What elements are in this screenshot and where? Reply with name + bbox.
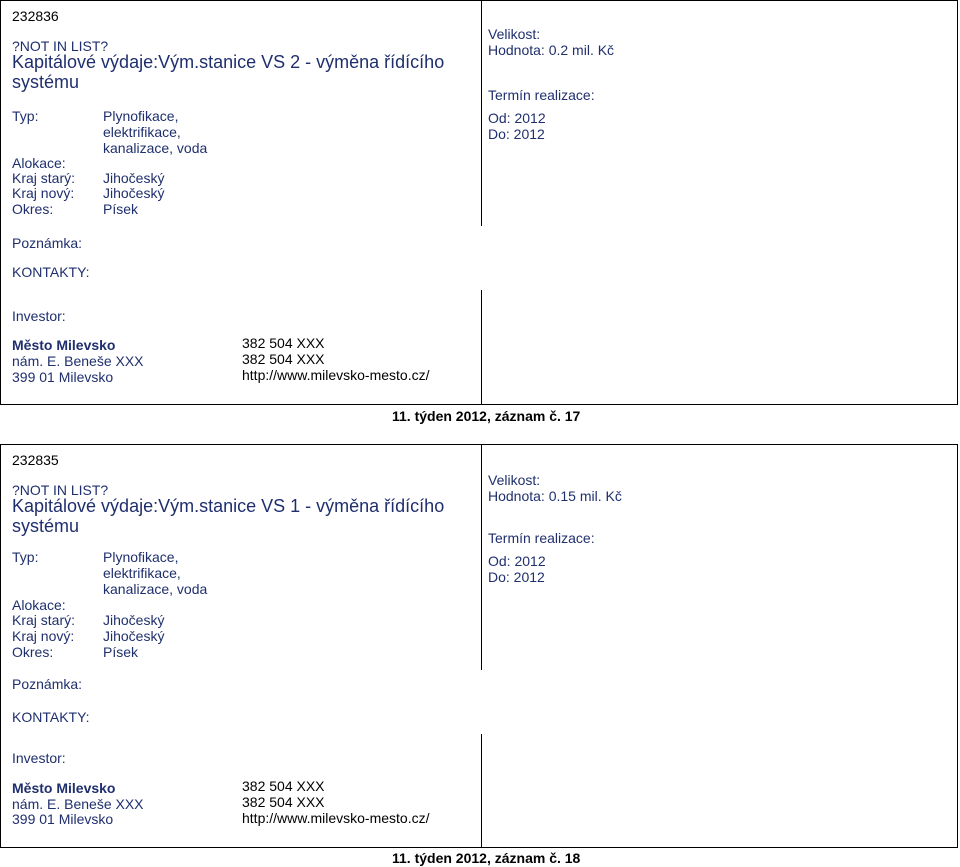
okres-value: Písek bbox=[103, 644, 139, 660]
investor-web-link[interactable]: http://www.milevsko-mesto.cz/ bbox=[242, 810, 430, 826]
label-kraj-novy: Kraj nový: bbox=[12, 185, 75, 201]
velikost-label: Velikost: bbox=[488, 472, 541, 488]
investor-label: Investor: bbox=[12, 308, 66, 324]
typ-value-3: kanalizace, voda bbox=[103, 140, 208, 156]
okres-value: Písek bbox=[103, 201, 139, 217]
investor-phone-1: 382 504 XXX bbox=[242, 778, 325, 794]
termin-label: Termín realizace: bbox=[488, 87, 595, 103]
poznamka-label: Poznámka: bbox=[12, 235, 83, 251]
record-status: ?NOT IN LIST? bbox=[12, 38, 109, 54]
label-okres: Okres: bbox=[12, 644, 54, 660]
record-title-line2: systému bbox=[12, 516, 80, 536]
kontakty-label: KONTAKTY: bbox=[12, 264, 90, 280]
kraj-stary-value: Jihočeský bbox=[103, 612, 165, 628]
record-title-line2: systému bbox=[12, 72, 80, 92]
hodnota-value: Hodnota: 0.2 mil. Kč bbox=[488, 42, 615, 58]
label-kraj-stary: Kraj starý: bbox=[12, 612, 76, 628]
kraj-novy-value: Jihočeský bbox=[103, 628, 165, 644]
kontakty-label: KONTAKTY: bbox=[12, 709, 90, 725]
column-divider bbox=[481, 444, 482, 670]
kraj-novy-value: Jihočeský bbox=[103, 185, 165, 201]
record-id: 232836 bbox=[12, 8, 59, 24]
investor-web-link[interactable]: http://www.milevsko-mesto.cz/ bbox=[242, 367, 430, 383]
contact-divider bbox=[481, 290, 482, 405]
do-value: Do: 2012 bbox=[488, 126, 545, 142]
contact-divider bbox=[481, 734, 482, 848]
label-typ: Typ: bbox=[12, 549, 39, 565]
typ-value-3: kanalizace, voda bbox=[103, 581, 208, 597]
record-title-line1: Kapitálové výdaje:Vým.stanice VS 1 - výměna řídícího bbox=[12, 496, 445, 516]
od-value: Od: 2012 bbox=[488, 110, 546, 126]
investor-label: Investor: bbox=[12, 750, 66, 766]
investor-phone-1: 382 504 XXX bbox=[242, 335, 325, 351]
velikost-label: Velikost: bbox=[488, 26, 541, 42]
label-typ: Typ: bbox=[12, 108, 39, 124]
label-kraj-stary: Kraj starý: bbox=[12, 170, 76, 186]
hodnota-value: Hodnota: 0.15 mil. Kč bbox=[488, 488, 622, 504]
investor-city: 399 01 Milevsko bbox=[12, 369, 114, 385]
label-alokace: Alokace: bbox=[12, 155, 66, 171]
typ-value-1: Plynofikace, bbox=[103, 549, 179, 565]
investor-city: 399 01 Milevsko bbox=[12, 811, 114, 827]
od-value: Od: 2012 bbox=[488, 553, 546, 569]
investor-street: nám. E. Beneše XXX bbox=[12, 353, 144, 369]
kraj-stary-value: Jihočeský bbox=[103, 170, 165, 186]
record-id: 232835 bbox=[12, 452, 59, 468]
investor-street: nám. E. Beneše XXX bbox=[12, 796, 144, 812]
record-title-line1: Kapitálové výdaje:Vým.stanice VS 2 - výměna řídícího bbox=[12, 52, 445, 72]
record-footer: 11. týden 2012, záznam č. 18 bbox=[392, 850, 581, 866]
record-footer: 11. týden 2012, záznam č. 17 bbox=[392, 408, 581, 424]
investor-name: Město Milevsko bbox=[12, 780, 116, 796]
typ-value-1: Plynofikace, bbox=[103, 108, 179, 124]
typ-value-2: elektrifikace, bbox=[103, 124, 181, 140]
do-value: Do: 2012 bbox=[488, 569, 545, 585]
typ-value-2: elektrifikace, bbox=[103, 565, 181, 581]
poznamka-label: Poznámka: bbox=[12, 676, 83, 692]
column-divider bbox=[481, 0, 482, 226]
investor-name: Město Milevsko bbox=[12, 337, 116, 353]
label-kraj-novy: Kraj nový: bbox=[12, 628, 75, 644]
investor-phone-2: 382 504 XXX bbox=[242, 351, 325, 367]
label-alokace: Alokace: bbox=[12, 597, 66, 613]
termin-label: Termín realizace: bbox=[488, 530, 595, 546]
investor-phone-2: 382 504 XXX bbox=[242, 794, 325, 810]
record-status: ?NOT IN LIST? bbox=[12, 482, 109, 498]
label-okres: Okres: bbox=[12, 201, 54, 217]
